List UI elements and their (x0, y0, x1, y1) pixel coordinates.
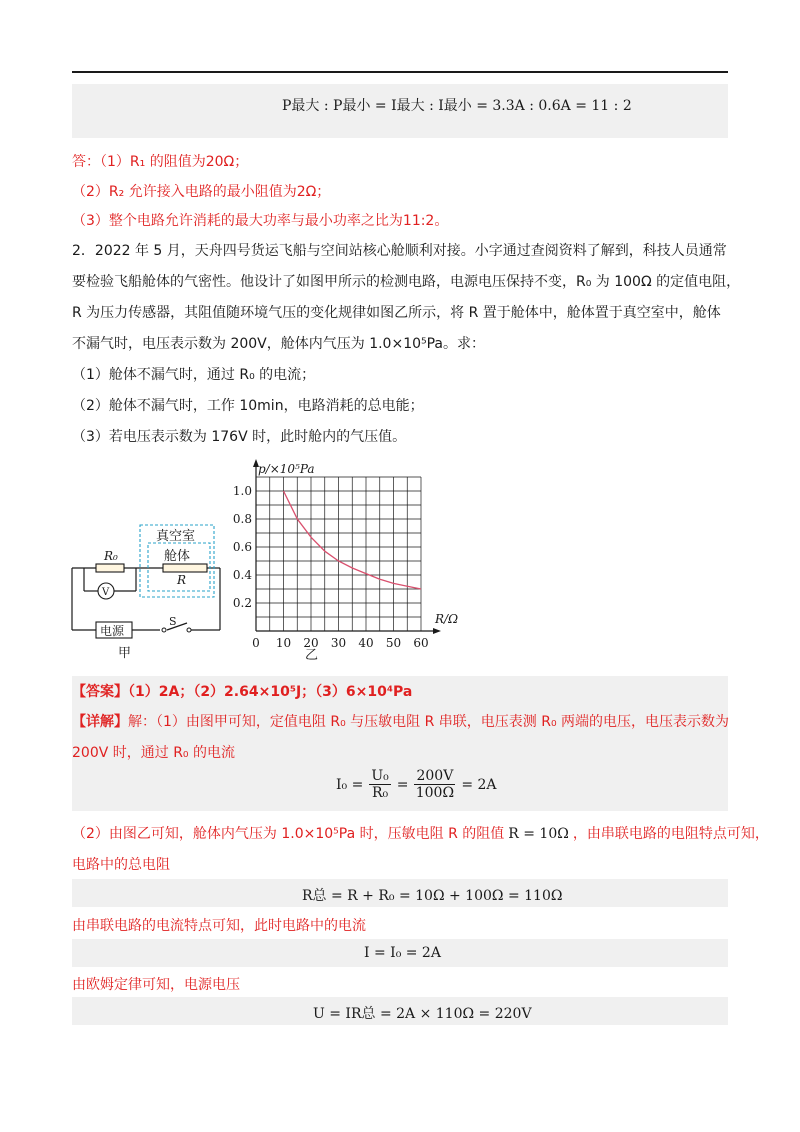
power-source-label: 电源 (100, 624, 125, 638)
x-tick-label: 40 (358, 636, 374, 650)
formula-1-lhs: I₀ = (336, 776, 364, 793)
question-stem-line-1: 2．2022 年 5 月，天舟四号货运飞船与空间站核心舱顺利对接。小字通过查阅资料了解到，科技人员通常 (72, 243, 727, 259)
x-axis-arrow (433, 628, 441, 634)
question-stem-line-4: 不漏气时，电压表示数为 200V，舱体内气压为 1.0×10⁵Pa。求： (72, 336, 486, 352)
formula-1-num-1: U₀ (371, 768, 389, 784)
x-tick-label: 20 (303, 636, 319, 650)
x-axis-label: R/Ω (435, 612, 459, 626)
prev-answer-line-3: （3）整个电路允许消耗的最大功率与最小功率之比为11:2。 (72, 213, 449, 229)
x-tick-label: 10 (275, 636, 292, 650)
detail-text-3a: （2）由图乙可知，舱体内气压为 1.0×10⁵Pa 时，压敏电阻 R 的阻值 (72, 826, 505, 842)
x-tick-label: 30 (330, 636, 347, 650)
y-tick-label: 0.8 (232, 512, 252, 526)
y-axis-label: p/×10⁵Pa (258, 462, 315, 476)
detail-label: 【详解】 (72, 714, 128, 730)
circuit-caption: 甲 (118, 646, 132, 661)
prev-answer-line-1: 答：（1）R₁ 的阻值为20Ω； (72, 154, 249, 170)
resistor-r0-label: R₀ (104, 549, 118, 563)
voltmeter-label: V (102, 587, 110, 598)
detail-line-2: 200V 时，通过 R₀ 的电流 (72, 745, 235, 761)
total-resistance-formula: R总 = R + R₀ = 10Ω + 100Ω = 110Ω (302, 888, 563, 904)
answer-label: 【答案】 (72, 684, 128, 700)
detail-text-1: 解：（1）由图甲可知，定值电阻 R₀ 与压敏电阻 R 串联，电压表测 R₀ 两端的电压，电压表示数为 (128, 714, 730, 730)
formula-1-den-2: 100Ω (415, 785, 455, 801)
prev-answer-line-2: （2）R₂ 允许接入电路的最小阻值为2Ω； (72, 184, 331, 200)
sub-question-2: （2）舱体不漏气时，工作 10min，电路消耗的总电能； (72, 398, 424, 414)
sub-question-3: （3）若电压表示数为 176V 时，此时舱内的气压值。 (72, 429, 407, 445)
x-tick-label: 60 (413, 636, 429, 650)
detail-text-3b: ，由串联电路的电阻特点可知， (572, 826, 769, 842)
current-equality-formula: I = I₀ = 2A (364, 945, 441, 961)
formula-1-rhs: = 2A (461, 776, 497, 793)
y-tick-label: 0.2 (232, 596, 252, 610)
answer-line (72, 684, 412, 700)
x-tick-label: 0 (252, 636, 260, 650)
detail-line-1 (72, 714, 729, 730)
power-ratio-formula: P最大 : P最小 = I最大 : I最小 = 3.3A : 0.6A = 11 : 2 (282, 98, 632, 114)
detail-line-4: 电路中的总电阻 (72, 857, 170, 873)
sub-question-1: （1）舱体不漏气时，通过 R₀ 的电流； (72, 367, 316, 383)
vacuum-chamber-label: 真空室 (156, 529, 196, 544)
resistor-r-label: R (177, 573, 187, 587)
formula-1-num-2: 200V (416, 768, 454, 784)
current-formula (336, 768, 497, 801)
y-tick-label: 0.4 (232, 568, 252, 582)
switch-label: S (169, 615, 177, 628)
y-tick-label: 0.6 (232, 540, 252, 554)
switch-contact-left (162, 628, 166, 632)
r-value-inline: R = 10Ω (508, 826, 569, 842)
detail-line-6: 由欧姆定律可知，电源电压 (72, 977, 240, 993)
x-tick-label: 50 (385, 636, 402, 650)
switch-contact-right (187, 628, 191, 632)
cabin-label: 舱体 (164, 549, 191, 564)
source-voltage-formula: U = IR总 = 2A × 110Ω = 220V (313, 1006, 532, 1022)
circuit-diagram (60, 515, 240, 665)
top-rule (72, 71, 728, 73)
formula-1-eq: = (396, 776, 409, 793)
answer-text: （1）2A；（2）2.64×10⁵J；（3）6×10⁴Pa (128, 684, 413, 700)
pressure-resistance-chart (225, 455, 470, 665)
resistor-r0 (96, 564, 124, 572)
resistor-r (163, 564, 207, 572)
detail-line-5: 由串联电路的电流特点可知，此时电路中的电流 (72, 918, 366, 934)
detail-line-3 (72, 826, 769, 842)
question-stem-line-3: R 为压力传感器，其阻值随环境气压的变化规律如图乙所示，将 R 置于舱体中，舱体置于真空室中，舱体 (72, 305, 721, 321)
question-stem-line-2: 要检验飞船舱体的气密性。他设计了如图甲所示的检测电路，电源电压保持不变，R₀ 为 100Ω 的定值电阻， (72, 274, 741, 290)
formula-1-den-1: R₀ (371, 785, 389, 801)
chart-caption: 乙 (305, 648, 319, 663)
y-tick-label: 1.0 (232, 484, 252, 498)
